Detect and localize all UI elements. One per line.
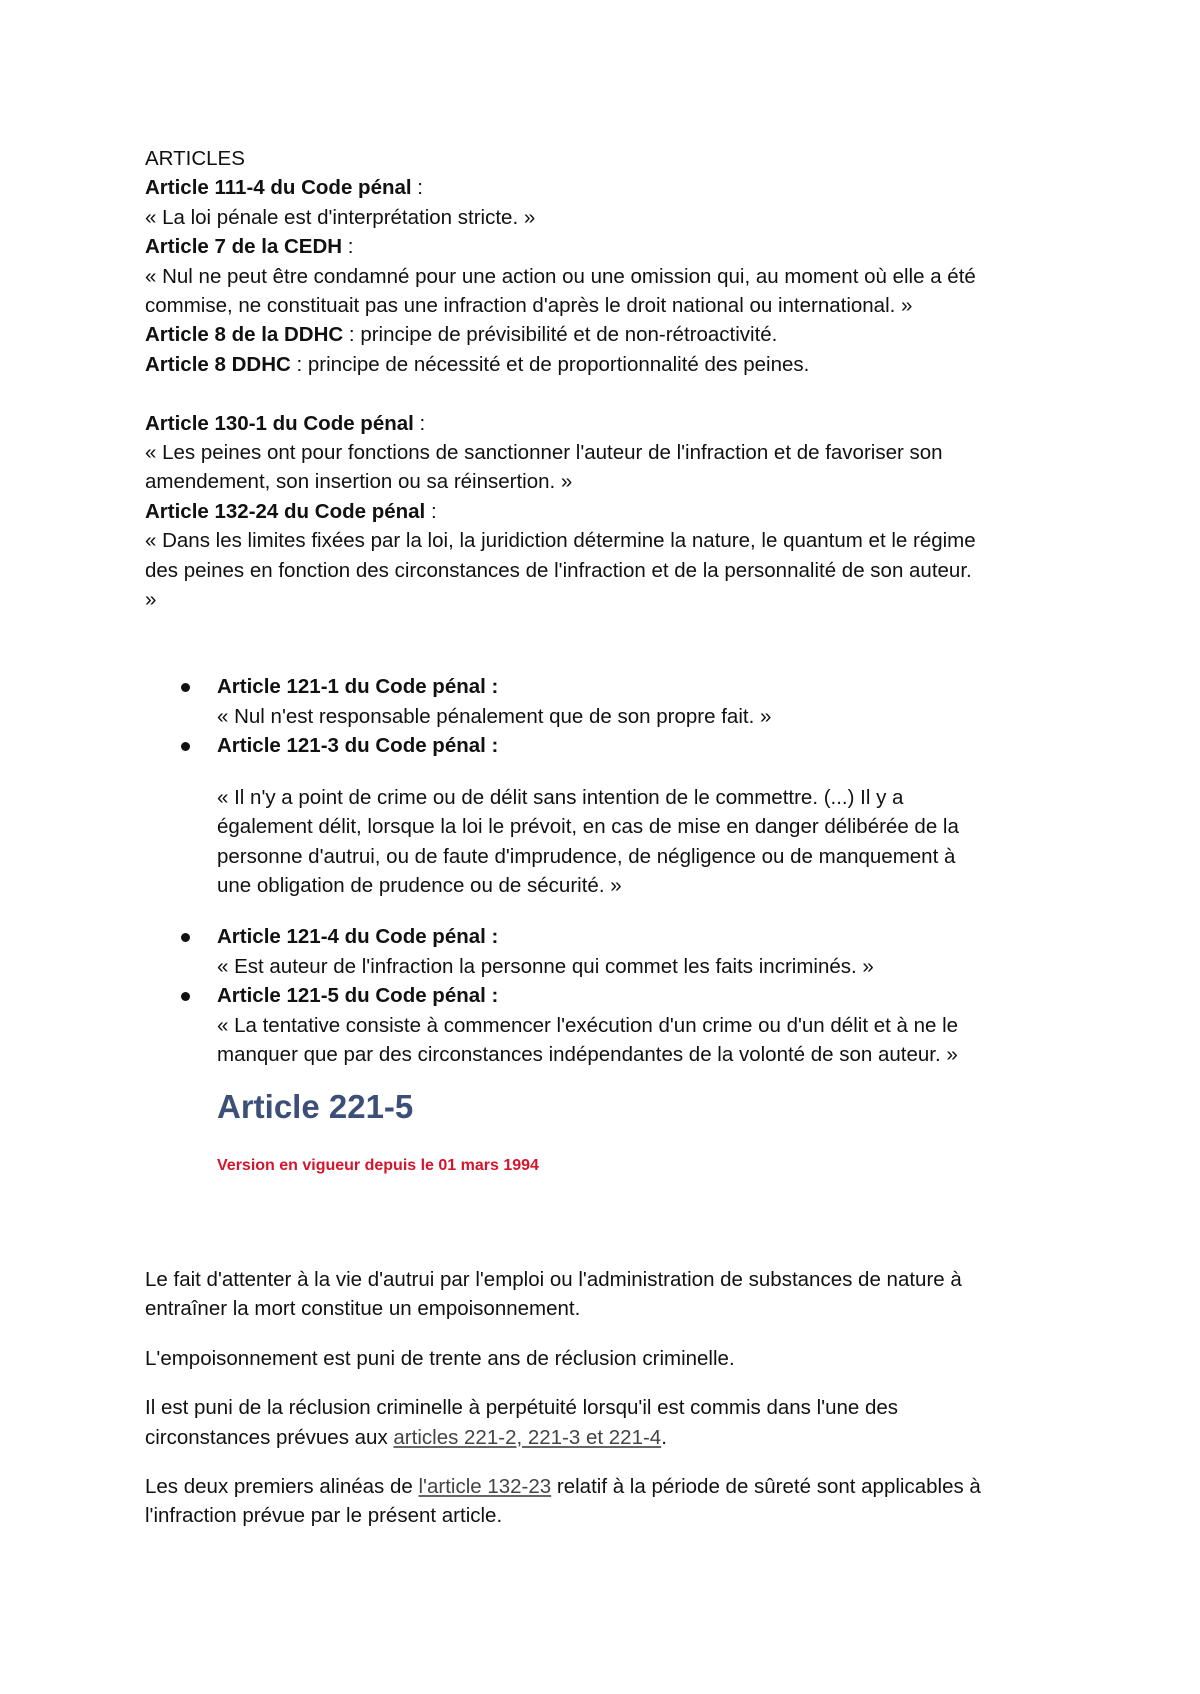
article-quote: « Dans les limites fixées par la loi, la juridiction détermine la nature, le quantum et le régime [145, 529, 976, 553]
paragraph [145, 1344, 1065, 1373]
paragraph-line [145, 1472, 1065, 1501]
article-heading [145, 173, 1065, 202]
article-quote: des peines en fonction des circonstances de l'infraction et de la personnalité de son auteur. [145, 558, 972, 582]
article-label: Article 7 de la CEDH [145, 235, 343, 259]
bullet-icon [181, 742, 190, 751]
list-item-quote: « La tentative consiste à commencer l'exécution d'un crime ou d'un délit et à ne le [217, 1013, 959, 1037]
paragraph-line [145, 1423, 1065, 1452]
paragraph-text: relatif à la période de sûreté sont applicables à [551, 1475, 981, 1499]
article-quote: « La loi pénale est d'interprétation stricte. » [145, 205, 536, 229]
document-body [145, 144, 1065, 1177]
paragraph-text: . [661, 1425, 667, 1449]
article-separator: : [342, 235, 354, 259]
paragraph-line: L'empoisonnement est puni de trente ans de réclusion criminelle. [145, 1346, 735, 1370]
article-label: Article 132-24 du Code pénal [145, 499, 426, 523]
article-132-23-link[interactable]: l'article 132-23 [418, 1475, 552, 1499]
list-item [217, 672, 1065, 731]
list-item-quote: également délit, lorsque la loi le prévoit, en cas de mise en danger délibérée de la [217, 815, 959, 839]
paragraph-text: Les deux premiers alinéas de [145, 1475, 419, 1499]
paragraph-line: Il est puni de la réclusion criminelle à perpétuité lorsqu'il est commis dans l'une des [145, 1396, 899, 1420]
blank-line [217, 761, 1065, 783]
article-heading [145, 497, 1065, 526]
list-item-quote: manquer que par des circonstances indépendantes de la volonté de son auteur. » [217, 1042, 958, 1066]
bullet-icon [181, 683, 190, 692]
article-heading [145, 320, 1065, 349]
paragraph-line: entraîner la mort constitue un empoisonnement. [145, 1297, 581, 1321]
article-description: : principe de prévisibilité et de non-rétroactivité. [343, 323, 778, 347]
list-item [217, 981, 1065, 1177]
list-item-label: Article 121-3 du Code pénal : [217, 734, 499, 758]
paragraph-text: circonstances prévues aux [145, 1425, 394, 1449]
blank-line [217, 900, 1065, 922]
version-notice: Version en vigueur depuis le 01 mars 1994 [217, 1157, 539, 1175]
list-item-quote: « Est auteur de l'infraction la personne qui commet les faits incriminés. » [217, 954, 874, 978]
paragraph [145, 1265, 1065, 1324]
article-label: Article 111-4 du Code pénal [145, 176, 412, 200]
articles-221-link[interactable]: articles 221-2, 221-3 et 221-4 [393, 1425, 662, 1449]
article-221-5-heading: Article 221-5 [217, 1088, 414, 1126]
list-item-quote: une obligation de prudence ou de sécurité. » [217, 873, 622, 897]
paragraph [145, 1393, 1065, 1452]
blank-line [145, 614, 1065, 672]
blank-line [145, 379, 1065, 408]
list-item-quote: « Nul n'est responsable pénalement que de son propre fait. » [217, 704, 772, 728]
article-heading [145, 350, 1065, 379]
paragraph-line: l'infraction prévue par le présent article. [145, 1504, 503, 1528]
bullet-icon [181, 933, 190, 942]
article-quote: « Les peines ont pour fonctions de sanctionner l'auteur de l'infraction et de favoriser son [145, 441, 943, 465]
article-heading [145, 409, 1065, 438]
article-separator: : [411, 176, 423, 200]
list-item-label: Article 121-4 du Code pénal : [217, 925, 499, 949]
paragraph-line: Le fait d'attenter à la vie d'autrui par l'emploi ou l'administration de substances de nature à [145, 1268, 962, 1291]
article-label: Article 8 DDHC [145, 352, 291, 376]
bullet-icon [181, 992, 190, 1001]
article-quote: » [145, 588, 157, 612]
article-quote: amendement, son insertion ou sa réinsertion. » [145, 470, 573, 494]
article-label: Article 130-1 du Code pénal [145, 411, 414, 435]
article-heading [145, 232, 1065, 261]
list-item-quote: « Il n'y a point de crime ou de délit sans intention de le commettre. (...) Il y a [217, 785, 904, 809]
article-label: Article 8 de la DDHC [145, 323, 344, 347]
article-quote: commise, ne constituait pas une infraction d'après le droit national ou international. » [145, 294, 913, 318]
article-221-5-text [145, 1265, 1065, 1551]
article-separator: : [425, 499, 437, 523]
paragraph [145, 1472, 1065, 1531]
list-item-quote: personne d'autrui, ou de faute d'imprudence, de négligence ou de manquement à [217, 844, 956, 868]
article-quote: « Nul ne peut être condamné pour une action ou une omission qui, au moment où elle a été [145, 264, 976, 288]
bullet-list [145, 672, 1065, 1177]
list-item [217, 731, 1065, 922]
document-title: ARTICLES [145, 147, 245, 170]
list-item-label: Article 121-5 du Code pénal : [217, 984, 499, 1008]
list-item [217, 922, 1065, 981]
article-separator: : [413, 411, 426, 435]
list-item-label: Article 121-1 du Code pénal : [217, 675, 499, 699]
article-description: : principe de nécessité et de proportionnalité des peines. [290, 352, 810, 376]
